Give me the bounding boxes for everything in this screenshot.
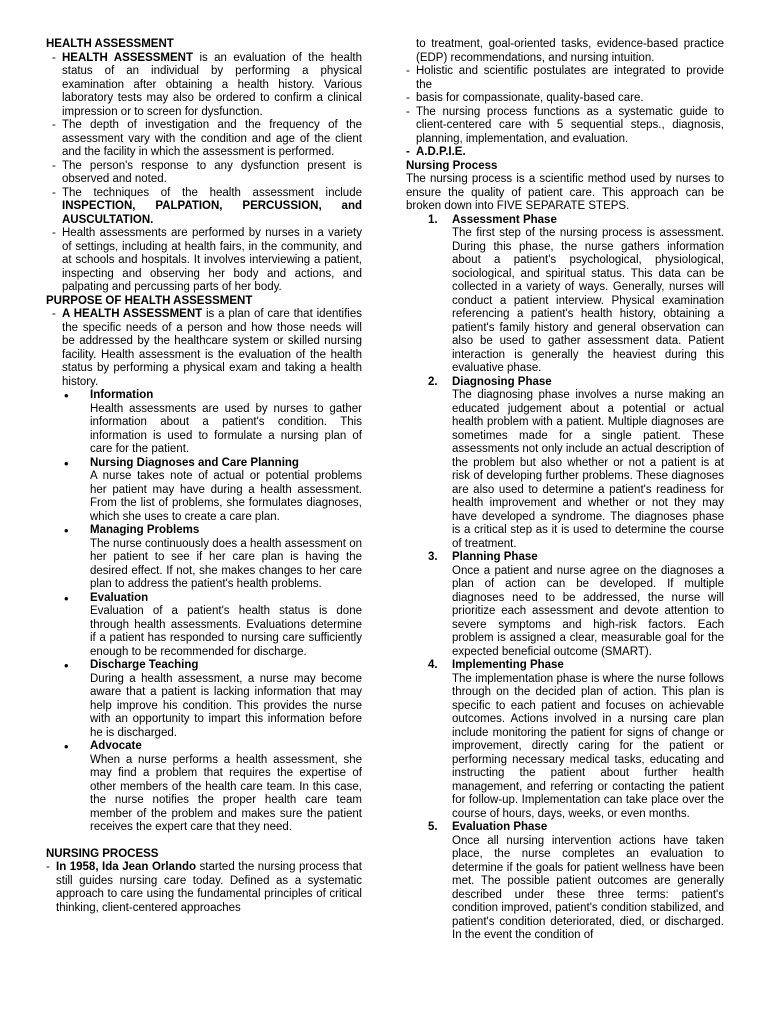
heading-nursing-process-steps: Nursing Process bbox=[406, 159, 498, 172]
heading-purpose: PURPOSE OF HEALTH ASSESSMENT bbox=[46, 294, 253, 307]
ha-item-depth: - The depth of investigation and the frequency of the assessment vary with the condition and age of the client and the facility in which the assessment is performed. bbox=[46, 119, 362, 160]
ha-item-response: - The person's response to any dysfunction present is observed and noted. bbox=[46, 160, 362, 187]
orlando-continued: to treatment, goal-oriented tasks, evidence-based practice (EDP) recommendations, and nursing intuition. bbox=[416, 38, 724, 64]
ha-item-definition: - HEALTH ASSESSMENT is an evaluation of the health status of an individual by performing a physical examination after obtaining a health history. Various laboratory tests may also be ordered to confirm a clinical impression or to screen for dysfunction. bbox=[46, 52, 362, 120]
purpose-item: • Evaluation Evaluation of a patient's health status is done through health assessments. Evaluations determine if a patient has responded to nursing care sufficiently enough to be recommended for discharge. bbox=[46, 592, 362, 660]
purpose-definition: - A HEALTH ASSESSMENT is a plan of care that identifies the specific needs of a person and how those needs will be addressed by the healthcare system or skilled nursing facility. Health assessment is the evaluation of the health status by performing a physical exam and taking a health history. bbox=[46, 308, 362, 389]
purpose-item: • Information Health assessments are used by nurses to gather information about a patient's condition. This information is used to formulate a nursing plan of care for the patient. bbox=[46, 389, 362, 457]
purpose-item: • Managing Problems The nurse continuously does a health assessment on her patient to see if her care plan is having the desired effect. If not, she makes changes to her care plan to address the patient's health problems. bbox=[46, 524, 362, 592]
orlando-paragraph: - In 1958, Ida Jean Orlando started the nursing process that still guides nursing care today. Defined as a systematic approach to care using the fundamental principles of critical thinking, client-centered approaches bbox=[46, 861, 362, 915]
step-item: 4. Implementing Phase The implementation phase is where the nurse follows through on the decided plan of action. This plan is specific to each patient and focuses on achievable outcomes. Actions involved in a nursing care plan include monitoring the patient for signs of change or improvement, directly caring for the patient or performing necessary medical tasks, educating and instructing the patient about further health management, and referring or contacting the patient for follow-up. Implementation can take place over the course of hours, days, weeks, or even months. bbox=[428, 659, 724, 820]
dash-item: - The nursing process functions as a systematic guide to client-centered care with 5 sequential steps., diagnosis, planning, implementation, and evaluation. bbox=[406, 106, 724, 147]
left-column bbox=[46, 38, 362, 915]
adpie-label: - A.D.P.I.E. bbox=[406, 146, 724, 160]
step-item: 5. Evaluation Phase Once all nursing intervention actions have taken place, the nurse completes an evaluation to determine if the goals for patient wellness have been met. The possible patient outcomes are generally described under these three terms: patient's condition improved, patient's condition stabilized, and patient's condition deteriorated, died, or discharged. In the event the condition of bbox=[428, 821, 724, 941]
dash-item: - Holistic and scientific postulates are integrated to provide the bbox=[406, 65, 724, 92]
step-item: 1. Assessment Phase The first step of the nursing process is assessment. During this phase, the nurse gathers information about a patient's psychological, physiological, sociological, and spiritual status. This data can be collected in a variety of ways. Generally, nurses will conduct a patient interview. Physical examination referencing a patient's health history, obtaining a patient's family history and general observation can also be used to gather assessment data. Patient interaction is generally the heaviest during this evaluative phase. bbox=[428, 213, 724, 374]
purpose-item: • Advocate When a nurse performs a health assessment, she may find a problem that requires the expertise of other members of the health care team. In this case, the nurse notifies the proper health care team member of the problem and makes sure the patient receives the expert care that they need. bbox=[46, 740, 362, 835]
purpose-item: • Discharge Teaching During a health assessment, a nurse may become aware that a patient is lacking information that may help improve his condition. This provides the nurse with an opportunity to impart this information before he is discharged. bbox=[46, 659, 362, 740]
dash-item: - basis for compassionate, quality-based care. bbox=[406, 92, 724, 106]
step-item: 2. Diagnosing Phase The diagnosing phase involves a nurse making an educated judgement about a potential or actual health problem with a patient. Multiple diagnoses are sometimes made for a single patient. These assessments not only include an actual description of the problem but also whether or not a patient is at risk of developing further problems. These diagnoses are also used to determine a patient's readiness for health improvement and whether or not they may have developed a syndrome. The diagnoses phase is a critical step as it is used to determine the course of treatment. bbox=[428, 375, 724, 550]
right-column bbox=[406, 38, 724, 943]
step-item: 3. Planning Phase Once a patient and nurse agree on the diagnoses a plan of action can be developed. If multiple diagnoses need to be addressed, the nurse will prioritize each assessment and devote attention to severe symptoms and high-risk factors. Each problem is assigned a clear, measurable goal for the expected beneficial outcome (SMART). bbox=[428, 551, 724, 658]
ha-item-techniques: - The techniques of the health assessment include INSPECTION, PALPATION, PERCUSSION, and AUSCULTATION. bbox=[46, 187, 362, 228]
purpose-item: • Nursing Diagnoses and Care Planning A nurse takes note of actual or potential problems her patient may have during a health assessment. From the list of problems, she formulates diagnoses, which she uses to create a care plan. bbox=[46, 457, 362, 525]
heading-nursing-process: NURSING PROCESS bbox=[46, 847, 159, 860]
nursing-process-intro: The nursing process is a scientific method used by nurses to ensure the quality of patient care. This approach can be broken down into FIVE SEPARATE STEPS. bbox=[406, 173, 724, 212]
heading-health-assessment: HEALTH ASSESSMENT bbox=[46, 38, 174, 50]
ha-item-settings: - Health assessments are performed by nurses in a variety of settings, including at health fairs, in the community, and at schools and hospitals. It involves interviewing a patient, inspecting and observing her body and actions, and palpating and percussing parts of her body. bbox=[46, 227, 362, 295]
